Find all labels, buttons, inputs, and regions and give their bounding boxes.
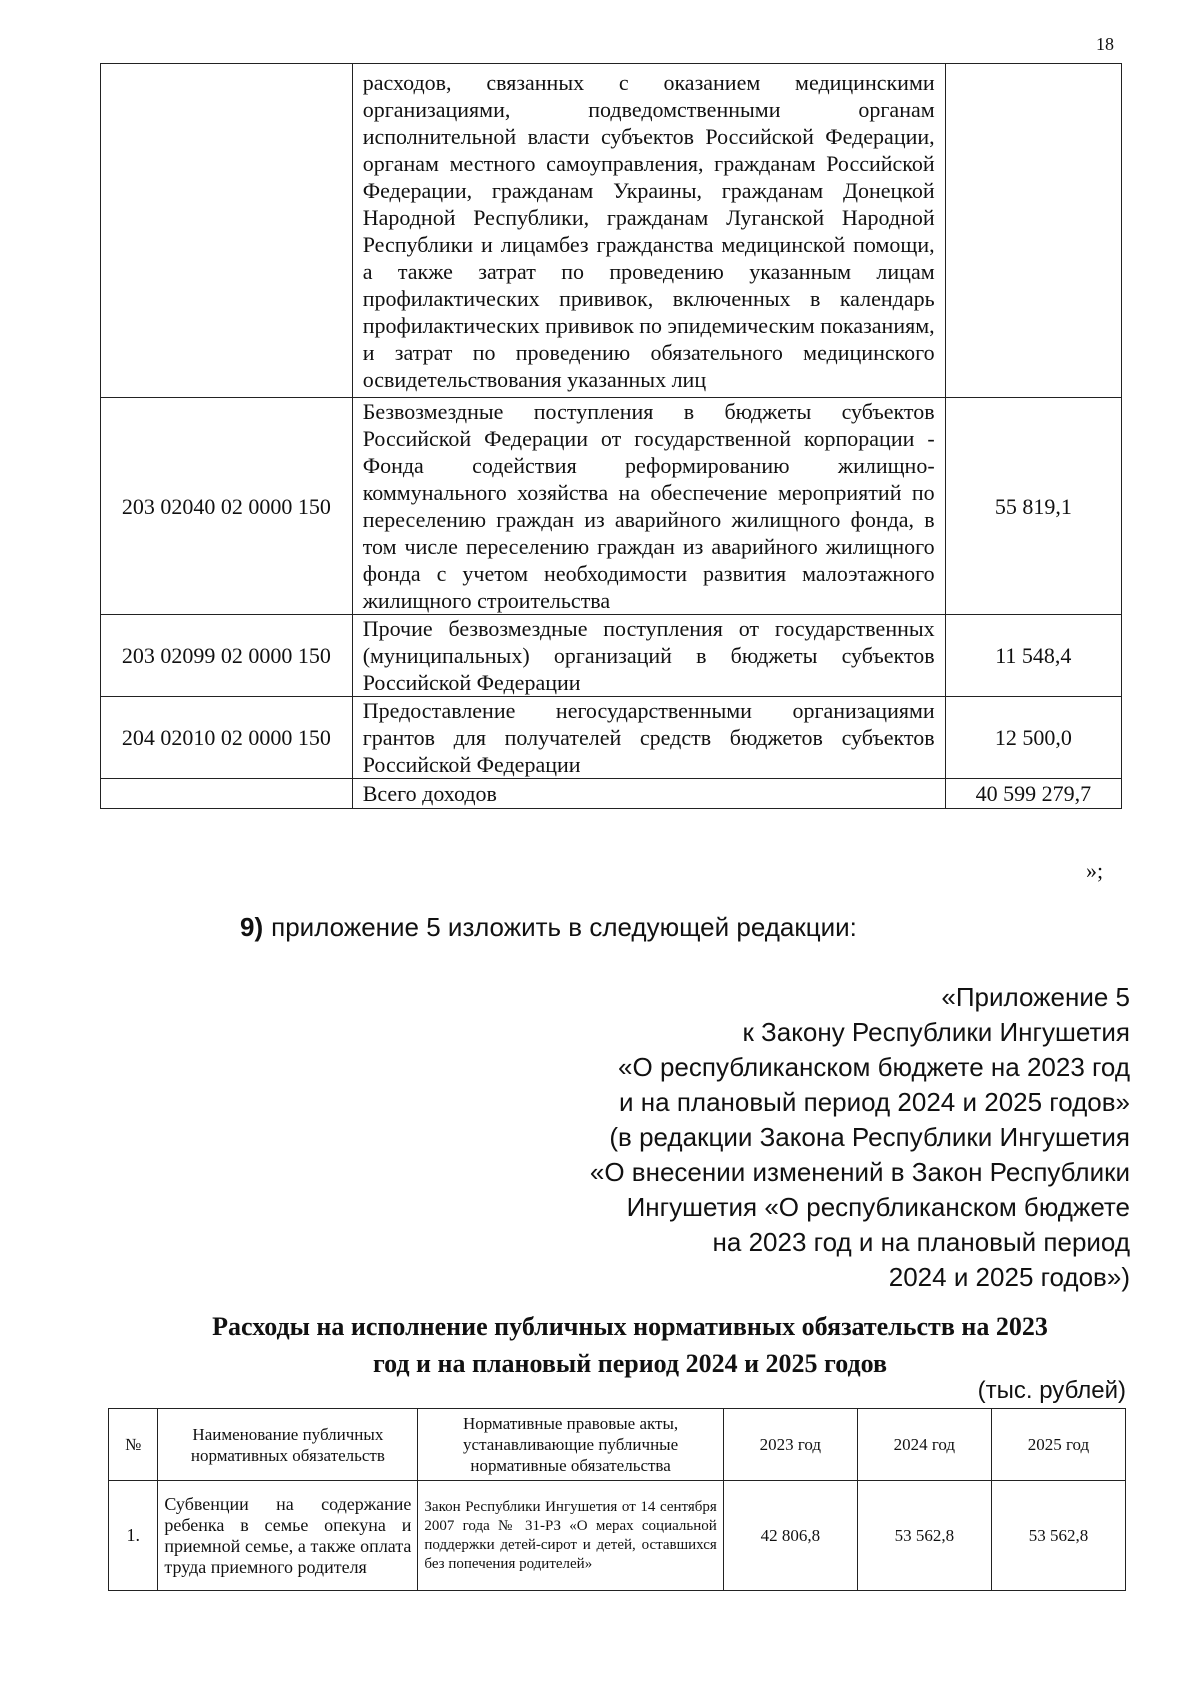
table-row (101, 697, 1122, 779)
item-text: приложение 5 изложить в следующей редакции: (271, 912, 857, 942)
closing-quote: »; (1086, 858, 1104, 883)
appendix-line: 2024 и 2025 годов») (888, 1262, 1130, 1292)
appendix-line: и на плановый период 2024 и 2025 годов» (619, 1087, 1130, 1117)
table-header-row (109, 1409, 1126, 1481)
income-code: 203 02099 02 0000 150 (101, 615, 353, 697)
table-row (101, 615, 1122, 697)
income-amount (945, 64, 1121, 398)
income-description: расходов, связанных с оказанием медицинскими организациями, подведомственными органам исполнительной власти субъектов Российской Федерации, органам местного самоуправления, гражданам Российской Федерации, гражданам Украины, гражданам Донецкой Народной Республики, гражданам Луганской Народной Республики и лицамбез гражданства медицинской помощи, а также затрат по проведению указанным лицам профилактических прививок, включенных в календарь профилактических прививок по эпидемическим показаниям, и затрат по проведению обязательного медицинского освидетельствования указанных лиц (352, 64, 945, 398)
income-description: Прочие безвозмездные поступления от государственных (муниципальных) организаций в бюджеты субъектов Российской Федерации (352, 615, 945, 697)
header-2025: 2025 год (991, 1409, 1125, 1481)
appendix-line: на 2023 год и на плановый период (712, 1227, 1130, 1257)
income-code (101, 64, 353, 398)
obligations-table (108, 1408, 1126, 1591)
header-name: Наименование публичных нормативных обязательств (158, 1409, 418, 1481)
income-amount: 55 819,1 (945, 398, 1121, 615)
obligation-name: Субвенции на содержание ребенка в семье опекуна и приемной семье, а также оплата труда приемного родителя (158, 1481, 418, 1591)
income-amount: 12 500,0 (945, 697, 1121, 779)
page-number: 18 (1096, 34, 1114, 54)
header-2024: 2024 год (857, 1409, 991, 1481)
header-2023: 2023 год (723, 1409, 857, 1481)
obligation-acts: Закон Республики Ингушетия от 14 сентября 2007 года № 31-РЗ «О мерах социальной поддержки детей-сирот и детей, оставшихся без попечения родителей» (418, 1481, 723, 1591)
appendix-header (590, 980, 1130, 1295)
row-number: 1. (109, 1481, 158, 1591)
income-description: Безвозмездные поступления в бюджеты субъектов Российской Федерации от государственной корпорации - Фонда содействия реформированию жилищно-коммунального хозяйства на обеспечение мероприятий по переселению граждан из аварийного жилищного фонда, в том числе переселению граждан из аварийного жилищного фонда с учетом необходимости развития малоэтажного жилищного строительства (352, 398, 945, 615)
total-amount: 40 599 279,7 (945, 779, 1121, 809)
appendix-line: «Приложение 5 (941, 982, 1130, 1012)
total-code (101, 779, 353, 809)
appendix-line: Ингушетия «О республиканском бюджете (626, 1192, 1130, 1222)
header-number: № (109, 1409, 158, 1481)
total-row (101, 779, 1122, 809)
income-amount: 11 548,4 (945, 615, 1121, 697)
value-2023: 42 806,8 (723, 1481, 857, 1591)
value-2025: 53 562,8 (991, 1481, 1125, 1591)
table-row (109, 1481, 1126, 1591)
appendix-line: (в редакции Закона Республики Ингушетия (609, 1122, 1130, 1152)
value-2024: 53 562,8 (857, 1481, 991, 1591)
appendix-line: «О республиканском бюджете на 2023 год (618, 1052, 1130, 1082)
title-line: Расходы на исполнение публичных нормативных обязательств на 2023 (212, 1312, 1048, 1341)
item-number: 9) (240, 912, 264, 942)
table-row (101, 64, 1122, 398)
appendix-line: к Закону Республики Ингушетия (742, 1017, 1130, 1047)
title-line: год и на плановый период 2024 и 2025 годов (372, 1349, 888, 1378)
unit-label: (тыс. рублей) (977, 1377, 1126, 1404)
income-code: 204 02010 02 0000 150 (101, 697, 353, 779)
amendment-item (240, 912, 857, 943)
header-acts: Нормативные правовые акты, устанавливающие публичные нормативные обязательства (418, 1409, 723, 1481)
income-code: 203 02040 02 0000 150 (101, 398, 353, 615)
total-label: Всего доходов (352, 779, 945, 809)
table-row (101, 398, 1122, 615)
income-description: Предоставление негосударственными организациями грантов для получателей средств бюджетов субъектов Российской Федерации (352, 697, 945, 779)
income-table (100, 63, 1122, 809)
appendix-line: «О внесении изменений в Закон Республики (589, 1157, 1130, 1187)
document-title (150, 1308, 1110, 1382)
